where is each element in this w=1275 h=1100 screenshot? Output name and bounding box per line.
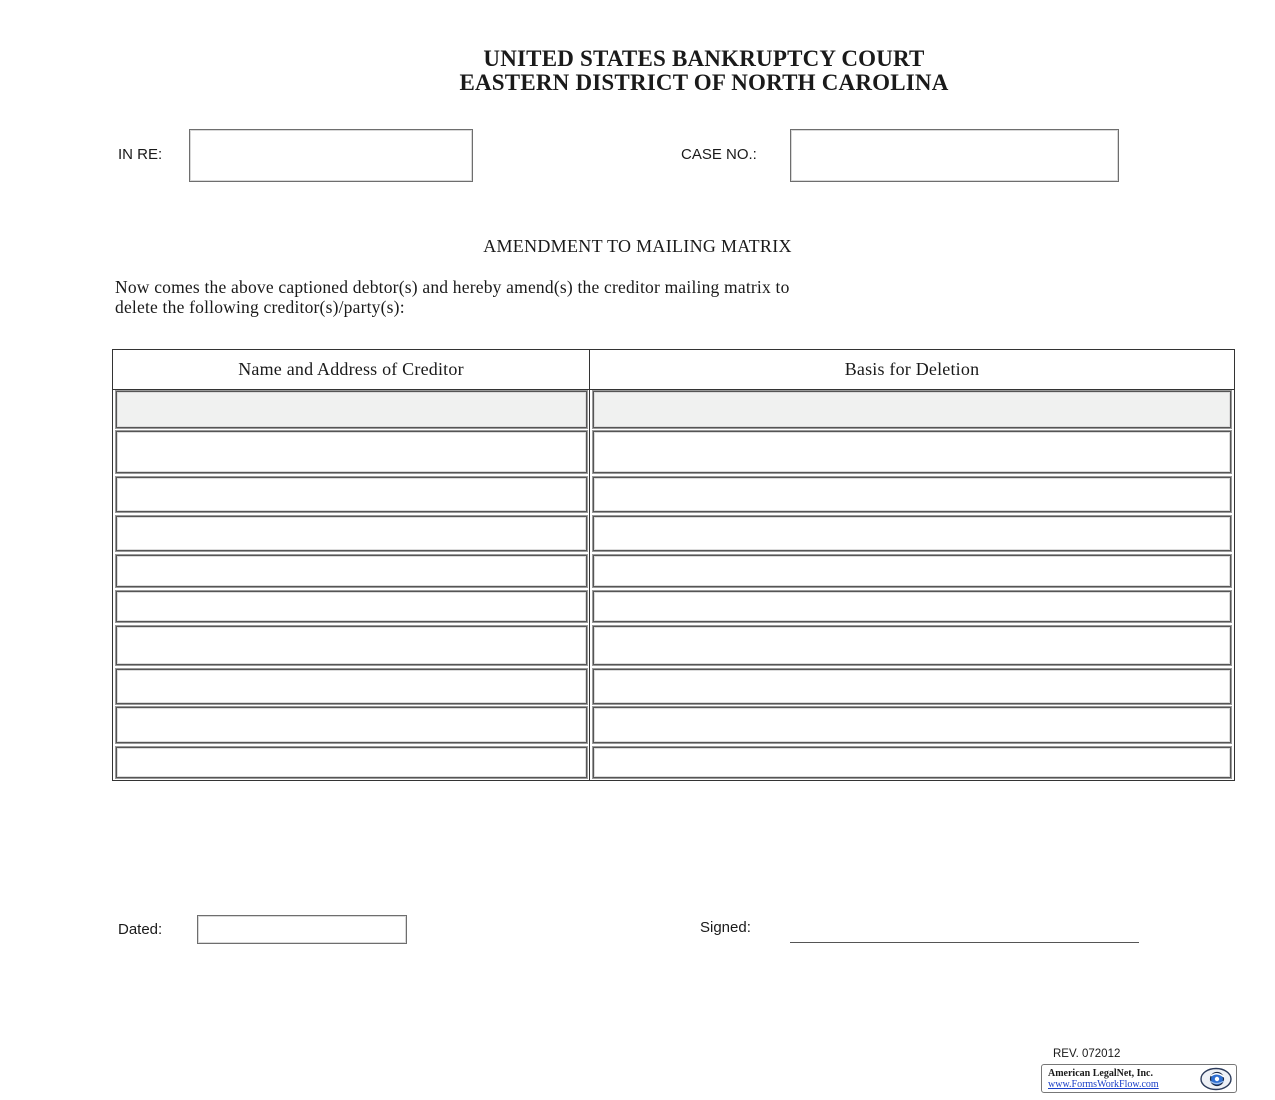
intro-line-2: delete the following creditor(s)/party(s): bbox=[115, 297, 405, 317]
header-rule bbox=[113, 389, 1234, 390]
signed-label: Signed: bbox=[700, 919, 751, 936]
publisher-name: American LegalNet, Inc. bbox=[1048, 1068, 1153, 1079]
intro-line-1: Now comes the above captioned debtor(s) and hereby amend(s) the creditor mailing matrix to bbox=[115, 277, 790, 297]
creditor-name-address-field[interactable] bbox=[116, 747, 587, 778]
basis-for-deletion-field[interactable] bbox=[593, 747, 1231, 778]
creditor-name-address-field[interactable] bbox=[116, 516, 587, 551]
creditor-name-address-field[interactable] bbox=[116, 626, 587, 665]
case-no-field[interactable] bbox=[790, 129, 1119, 182]
basis-for-deletion-field[interactable] bbox=[593, 516, 1231, 551]
column-header-basis: Basis for Deletion bbox=[844, 359, 980, 379]
form-title: AMENDMENT TO MAILING MATRIX bbox=[483, 236, 792, 256]
dated-label: Dated: bbox=[118, 921, 163, 938]
basis-for-deletion-field[interactable] bbox=[593, 391, 1231, 428]
basis-for-deletion-field[interactable] bbox=[593, 707, 1231, 743]
in-re-field[interactable] bbox=[189, 129, 473, 182]
column-divider bbox=[589, 350, 590, 780]
basis-for-deletion-field[interactable] bbox=[593, 626, 1231, 665]
creditor-name-address-field[interactable] bbox=[116, 669, 587, 704]
publisher-link[interactable]: www.FormsWorkFlow.com bbox=[1048, 1079, 1159, 1090]
signature-line[interactable] bbox=[790, 942, 1139, 943]
dated-field[interactable] bbox=[197, 915, 407, 944]
revision-code: REV. 072012 bbox=[1053, 1048, 1121, 1060]
court-name: UNITED STATES BANKRUPTCY COURT bbox=[483, 46, 925, 71]
case-no-label: CASE NO.: bbox=[681, 146, 757, 163]
basis-for-deletion-field[interactable] bbox=[593, 477, 1231, 512]
basis-for-deletion-field[interactable] bbox=[593, 431, 1231, 473]
globe-swirl-logo-icon bbox=[1199, 1067, 1233, 1096]
intro-paragraph bbox=[115, 277, 1095, 317]
creditor-name-address-field[interactable] bbox=[116, 555, 587, 587]
basis-for-deletion-field[interactable] bbox=[593, 591, 1231, 622]
creditor-name-address-field[interactable] bbox=[116, 707, 587, 743]
basis-for-deletion-field[interactable] bbox=[593, 669, 1231, 704]
in-re-label: IN RE: bbox=[118, 146, 163, 163]
basis-for-deletion-field[interactable] bbox=[593, 555, 1231, 587]
column-header-creditor: Name and Address of Creditor bbox=[238, 359, 464, 379]
creditor-name-address-field[interactable] bbox=[116, 431, 587, 473]
creditor-name-address-field[interactable] bbox=[116, 477, 587, 512]
court-header bbox=[0, 47, 1275, 95]
creditor-name-address-field[interactable] bbox=[116, 591, 587, 622]
court-district: EASTERN DISTRICT OF NORTH CAROLINA bbox=[459, 70, 949, 95]
mailing-matrix-table bbox=[112, 349, 1235, 781]
publisher-badge[interactable] bbox=[1041, 1064, 1237, 1093]
creditor-name-address-field[interactable] bbox=[116, 391, 587, 428]
